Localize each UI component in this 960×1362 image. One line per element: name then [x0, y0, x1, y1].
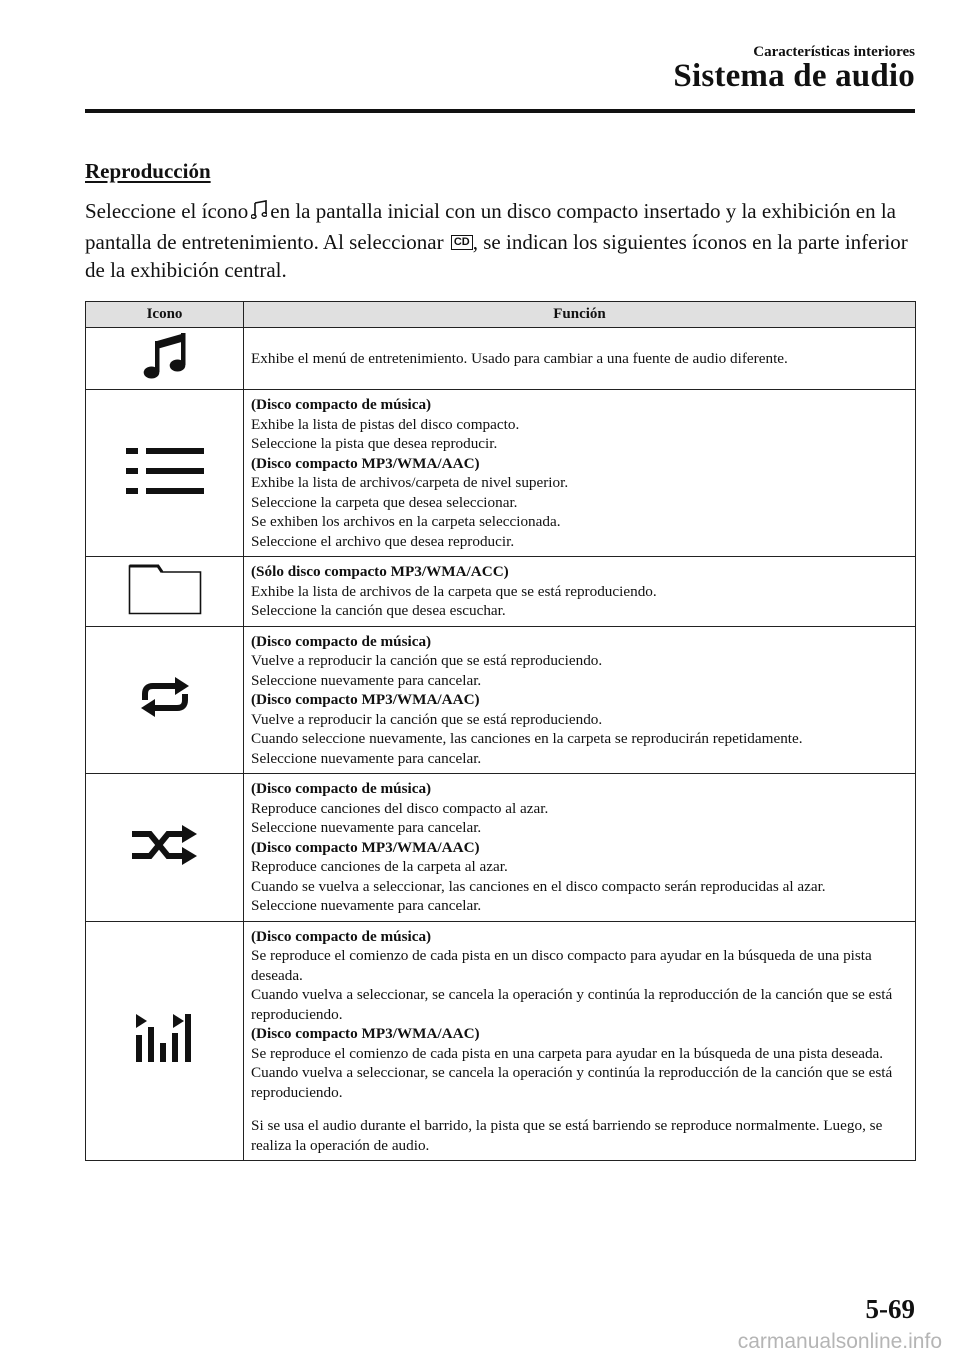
icon-cell: [86, 390, 244, 557]
function-subheading: (Disco compacto de música): [251, 396, 432, 413]
function-line: Se exhiben los archivos en la carpeta seleccionada.: [251, 513, 561, 530]
function-cell: [244, 626, 916, 774]
section-title: Reproducción: [85, 159, 211, 183]
table-row: [86, 390, 916, 557]
function-cell: [244, 328, 916, 390]
music-note-icon: [142, 370, 188, 387]
function-cell: [244, 774, 916, 922]
function-line: Cuando vuelva a seleccionar, se cancela la operación y continúa la reproducción de la canción que se está reproduciendo.: [251, 1064, 893, 1101]
table-header-row: [86, 302, 916, 328]
function-line: Seleccione la pista que desea reproducir.: [251, 435, 498, 452]
table-row: [86, 626, 916, 774]
intro-text-3: , se indican los siguientes íconos en la parte inferior de la exhibición central.: [85, 229, 908, 282]
paragraph-gap: [251, 1102, 909, 1116]
function-line: Se reproduce el comienzo de cada pista en una carpeta para ayudar en la búsqueda de una pista deseada.: [251, 1044, 884, 1062]
column-header-icon: Icono: [86, 302, 244, 328]
function-line: Exhibe la lista de pistas del disco compacto.: [251, 415, 520, 433]
header-subtitle: Características interiores: [753, 44, 915, 60]
icon-cell: [86, 921, 244, 1161]
function-line: Exhibe el menú de entretenimiento. Usado para cambiar a una fuente de audio diferente.: [251, 349, 788, 367]
column-header-function: Función: [244, 302, 916, 328]
intro-paragraph: [85, 197, 917, 285]
header-rule: [85, 109, 915, 113]
function-line: Exhibe la lista de archivos/carpeta de nivel superior.: [251, 474, 569, 491]
function-line: Vuelve a reproducir la canción que se está reproduciendo.: [251, 710, 603, 728]
intro-text-1: Seleccione el ícono: [85, 199, 249, 223]
function-line: Reproduce canciones de la carpeta al azar.: [251, 858, 508, 875]
music-note-icon: [251, 199, 267, 228]
function-line: Reproduce canciones del disco compacto al azar.: [251, 799, 549, 817]
function-subheading: (Disco compacto de música): [251, 632, 432, 650]
function-line: Cuando seleccione nuevamente, las canciones en la carpeta se reproducirán repetidamente.: [251, 730, 803, 747]
function-line: Seleccione nuevamente para cancelar.: [251, 749, 482, 767]
scan-icon: [135, 1050, 195, 1067]
function-subheading: (Disco compacto de música): [251, 780, 432, 797]
function-subheading: (Disco compacto MP3/WMA/AAC): [251, 1025, 480, 1042]
icon-cell: [86, 328, 244, 390]
function-line: Seleccione la canción que desea escuchar.: [251, 602, 506, 619]
table-row: [86, 774, 916, 922]
function-subheading: (Disco compacto de música): [251, 927, 432, 945]
icon-cell: [86, 557, 244, 627]
page-number: 5-69: [865, 1294, 915, 1324]
icon-cell: [86, 626, 244, 774]
icon-cell: [86, 774, 244, 922]
function-cell: [244, 557, 916, 627]
repeat-icon: [137, 705, 193, 722]
function-line: Seleccione nuevamente para cancelar.: [251, 671, 482, 689]
function-line: Seleccione nuevamente para cancelar.: [251, 819, 482, 836]
list-icon: [125, 482, 205, 499]
function-cell: [244, 921, 916, 1161]
function-line: Seleccione la carpeta que desea seleccionar.: [251, 493, 518, 511]
function-line: Exhibe la lista de archivos de la carpeta que se está reproduciendo.: [251, 582, 657, 600]
cd-icon: CD: [451, 235, 473, 250]
table-row: [86, 921, 916, 1161]
table-row: [86, 328, 916, 390]
function-line: Seleccione nuevamente para cancelar.: [251, 897, 482, 914]
function-subheading: (Disco compacto MP3/WMA/AAC): [251, 691, 480, 708]
function-subheading: (Sólo disco compacto MP3/WMA/ACC): [251, 563, 509, 580]
function-subheading: (Disco compacto MP3/WMA/AAC): [251, 454, 480, 472]
function-line: Se reproduce el comienzo de cada pista en un disco compacto para ayudar en la búsqueda de una pista deseada.: [251, 947, 872, 984]
function-line: Seleccione el archivo que desea reproducir.: [251, 532, 515, 550]
function-line: Vuelve a reproducir la canción que se está reproduciendo.: [251, 652, 603, 669]
function-line: Si se usa el audio durante el barrido, la pista que se está barriendo se reproduce normalmente. Luego, se realiza la operación de audio.: [251, 1117, 883, 1154]
table-row: [86, 557, 916, 627]
function-table: [85, 301, 916, 1161]
function-cell: [244, 390, 916, 557]
function-subheading: (Disco compacto MP3/WMA/AAC): [251, 838, 480, 856]
function-line: Cuando vuelva a seleccionar, se cancela la operación y continúa la reproducción de la canción que se está reproduciendo.: [251, 986, 893, 1023]
header-title: Sistema de audio: [673, 58, 915, 94]
table-body: [86, 328, 916, 1161]
folder-icon: [128, 602, 202, 619]
function-line: Cuando se vuelva a seleccionar, las canciones en el disco compacto serán reproducidas al azar.: [251, 877, 826, 895]
intro-text-2: en la pantalla inicial con un disco compacto insertado y la exhibición en la pantalla de entretenimiento. Al seleccionar: [85, 199, 896, 254]
watermark: carmanualsonline.info: [737, 1330, 942, 1353]
shuffle-icon: [130, 854, 200, 871]
